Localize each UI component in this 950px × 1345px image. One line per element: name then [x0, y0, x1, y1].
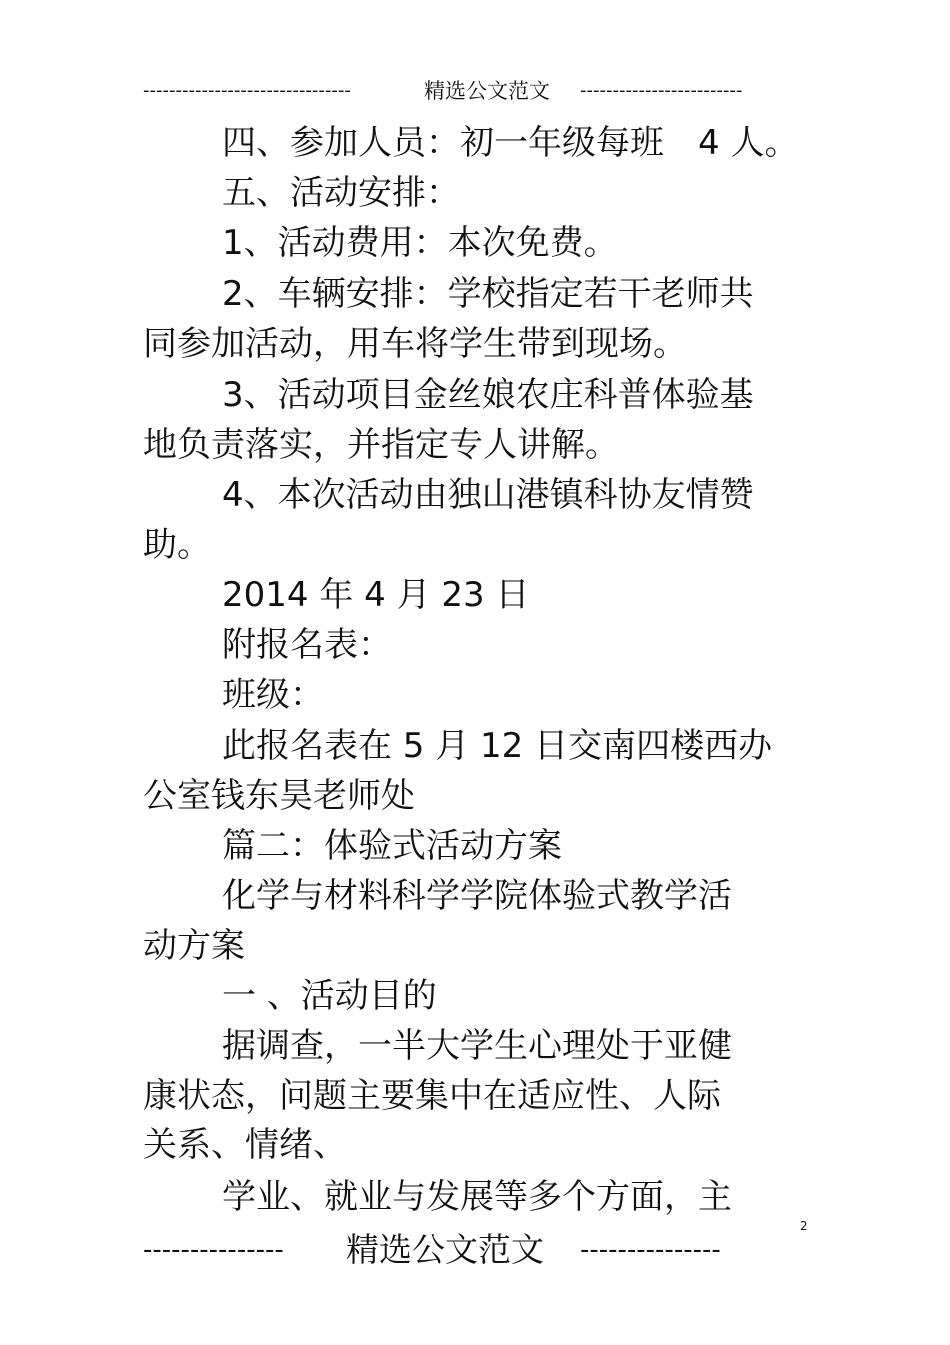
body-line: 公室钱东昊老师处: [143, 776, 415, 816]
body-line: 四、参加人员：初一年级每班 4 人。: [222, 123, 799, 163]
footer-title: 精选公文范文: [346, 1230, 544, 1269]
body-line: 一 、活动目的: [222, 976, 437, 1016]
page-footer: [0, 1228, 950, 1272]
body-line: 五、活动安排：: [222, 173, 460, 213]
body-line: 班级：: [222, 675, 324, 715]
body-line: 同参加活动，用车将学生带到现场。: [143, 324, 687, 364]
body-line: 4、本次活动由独山港镇科协友情赞: [222, 475, 754, 515]
body-line: 动方案: [143, 926, 245, 966]
body-line: 2014 年 4 月 23 日: [222, 575, 530, 615]
body-line: 康状态，问题主要集中在适应性、人际: [143, 1076, 721, 1116]
body-line: 此报名表在 5 月 12 日交南四楼西办: [222, 726, 773, 766]
page-header: [0, 76, 950, 106]
header-title: 精选公文范文: [424, 79, 550, 103]
body-line: 2、车辆安排：学校指定若干老师共: [222, 274, 754, 314]
header-dash-left: --------------------------------: [143, 80, 351, 101]
body-line: 附报名表：: [222, 625, 392, 665]
page-number: 2: [800, 1219, 808, 1233]
body-line: 据调查，一半大学生心理处于亚健: [222, 1026, 732, 1066]
body-line: 学业、就业与发展等多个方面，主: [222, 1177, 732, 1217]
body-line: 助。: [143, 525, 211, 565]
body-line: 关系、情绪、: [143, 1125, 347, 1165]
body-line: 3、活动项目金丝娘农庄科普体验基: [222, 375, 754, 415]
body-line: 地负责落实，并指定专人讲解。: [143, 425, 619, 465]
body-line: 化学与材料科学学院体验式教学活: [222, 876, 732, 916]
body-line: 篇二：体验式活动方案: [222, 826, 562, 866]
body-line: 1、活动费用：本次免费。: [222, 223, 618, 263]
footer-dash-left: ---------------: [143, 1235, 284, 1265]
header-dash-right: -------------------------: [580, 80, 743, 101]
footer-dash-right: ---------------: [580, 1235, 721, 1265]
